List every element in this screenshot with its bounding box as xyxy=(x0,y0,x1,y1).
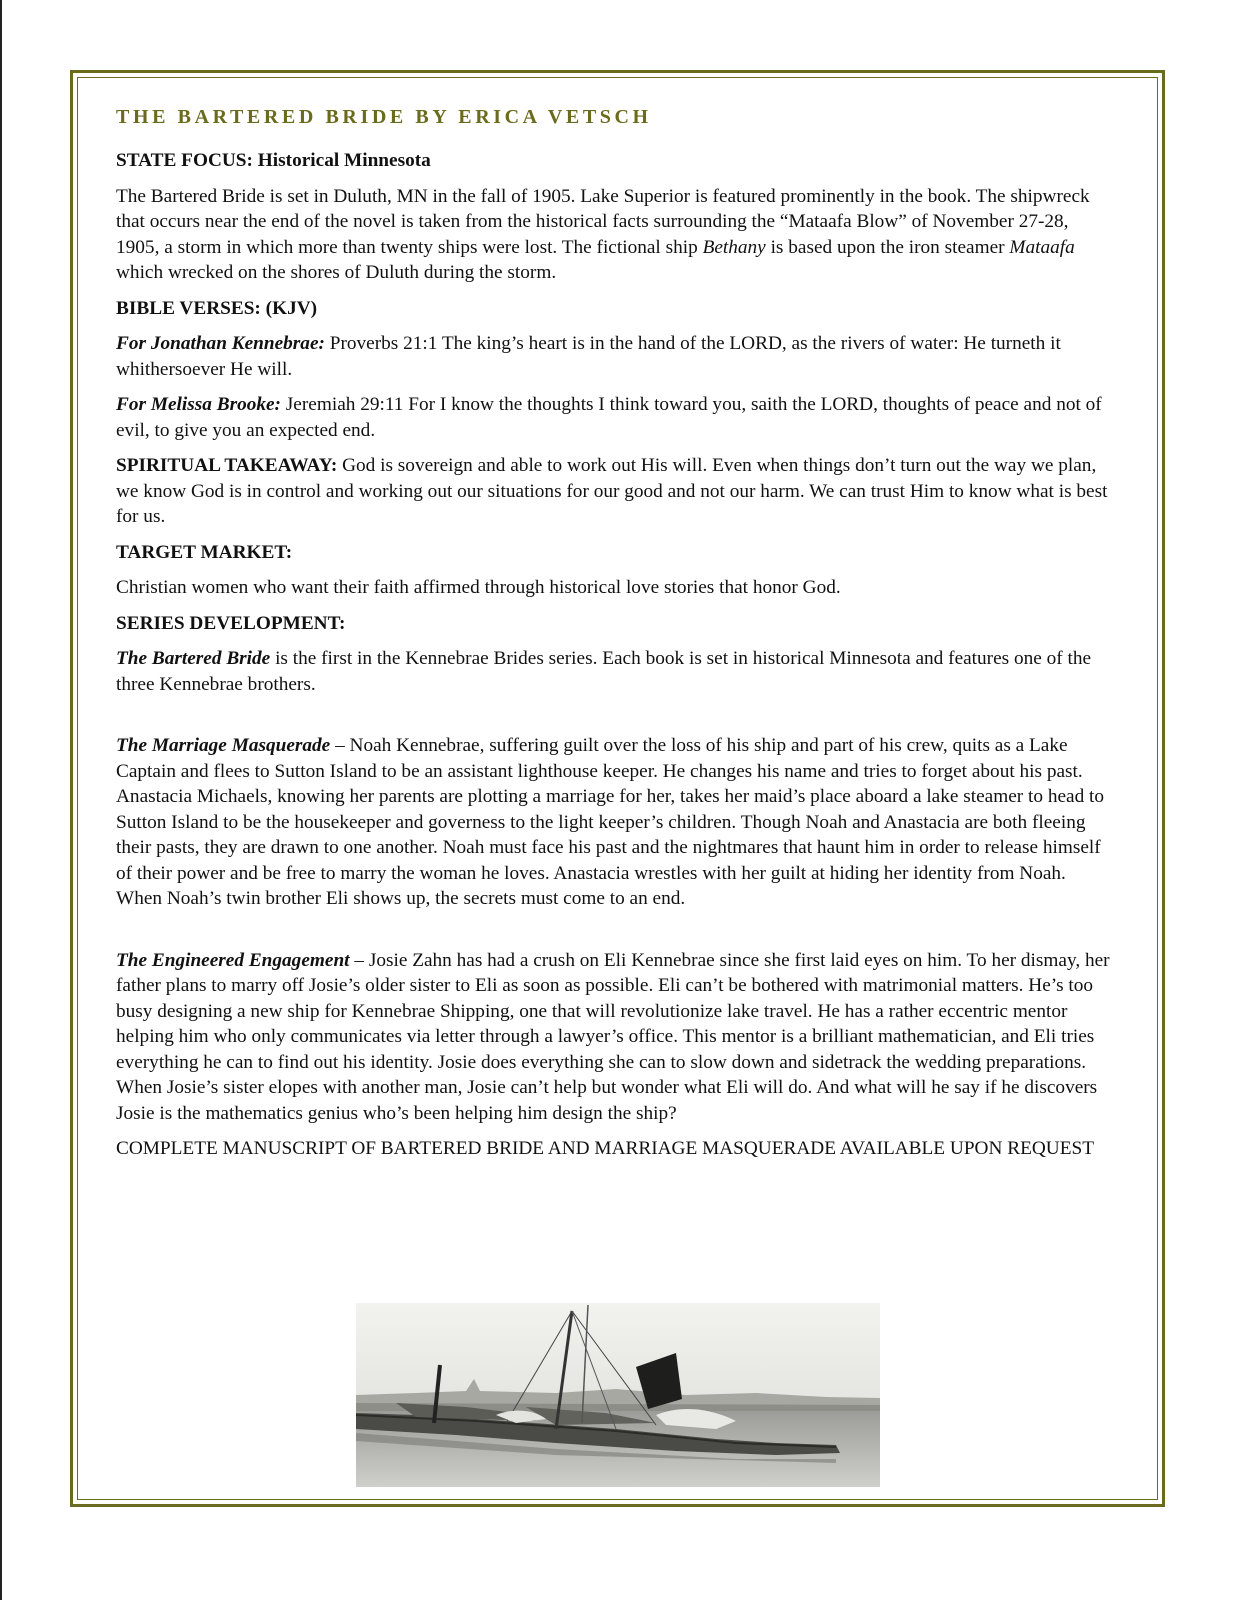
target-market-text: Christian women who want their faith affirmed through historical love stories that honor God. xyxy=(116,577,841,598)
spiritual-takeaway xyxy=(116,453,1116,530)
state-focus-text-start: The Bartered Bride is set in Duluth, MN in the fall of 1905. Lake Superior is featured prominently in the book. The shipwreck that occurs near the end of the novel is taken from the historical facts surrounding the “Mataafa Blow” of November 27-28, 1905, a storm in which more than twenty ships were lost. The fictional ship xyxy=(116,185,1090,258)
verse-melissa-label: For Melissa Brooke: xyxy=(116,394,281,415)
series-intro-title: The Bartered Bride xyxy=(116,648,271,669)
state-focus-text-end: which wrecked on the shores of Duluth during the storm. xyxy=(116,262,557,283)
spacer xyxy=(116,922,1116,948)
ship-name-mataafa: Mataafa xyxy=(1009,236,1075,258)
state-focus-text-mid: is based upon the iron steamer xyxy=(765,236,1010,258)
series-intro-text: is the first in the Kennebrae Brides series. Each book is set in historical Minnesota and features one of the three Kennebrae brothers. xyxy=(116,648,1092,695)
book-engineered-engagement xyxy=(116,948,1116,1127)
state-focus-heading xyxy=(116,148,1116,174)
manuscript-note: COMPLETE MANUSCRIPT OF BARTERED BRIDE AND MARRIAGE MASQUERADE AVAILABLE UPON REQUEST xyxy=(116,1138,1094,1159)
verse-jonathan-label: For Jonathan Kennebrae: xyxy=(116,333,325,354)
target-market-heading: TARGET MARKET: xyxy=(116,541,293,563)
spiritual-takeaway-label: SPIRITUAL TAKEAWAY: xyxy=(116,455,338,476)
verse-melissa xyxy=(116,392,1116,443)
state-focus-label: STATE FOCUS: xyxy=(116,150,253,171)
shipwreck-photo xyxy=(356,1303,880,1487)
page-title: THE BARTERED BRIDE BY ERICA VETSCH xyxy=(116,106,652,128)
bible-verses-heading: BIBLE VERSES: (KJV) xyxy=(116,297,318,319)
book-engineered-engagement-title: The Engineered Engagement xyxy=(116,949,350,971)
series-intro xyxy=(116,646,1116,697)
spacer xyxy=(116,707,1116,733)
state-focus-value: Historical Minnesota xyxy=(257,150,431,171)
verse-jonathan-text: Proverbs 21:1 The king’s heart is in the hand of the LORD, as the rivers of water: He turneth it whithersoever He will. xyxy=(116,333,1061,380)
book-marriage-masquerade xyxy=(116,733,1116,912)
document-body xyxy=(116,104,1116,1172)
ship-name-bethany: Bethany xyxy=(702,236,766,258)
spiritual-takeaway-text: God is sovereign and able to work out His will. Even when things don’t turn out the way we plan, we know God is in control and working out our situations for our good and not our harm. We can trust Him to know what is best for us. xyxy=(116,455,1108,527)
book-marriage-masquerade-text: – Noah Kennebrae, suffering guilt over the loss of his ship and part of his crew, quits as a Lake Captain and flees to Sutton Island to be an assistant lighthouse keeper. He changes his name and tries to forget about his past. Anastacia Michaels, knowing her parents are plotting a marriage for her, takes her maid’s place aboard a lake steamer to head to Sutton Island to be the housekeeper and governess to the light keeper’s children. Though Noah and Anastacia are both fleeing their pasts, they are drawn to one another. Noah must face his past and the nightmares that haunt him in order to release himself of their power and be free to marry the woman he loves. Anastacia wrestles with her guilt at hiding her identity from Noah. When Noah’s twin brother Eli shows up, the secrets must come to an end. xyxy=(116,735,1105,909)
book-engineered-engagement-text: – Josie Zahn has had a crush on Eli Kennebrae since she first laid eyes on him. To her dismay, her father plans to marry off Josie’s older sister to Eli as soon as possible. Eli can’t be bothered with matrimonial matters. He’s too busy designing a new ship for Kennebrae Shipping, one that will revolutionize lake travel. He has a rather eccentric mentor helping him who only communicates via letter through a lawyer’s office. This mentor is a brilliant mathematician, and Eli tries everything he can to find out his identity. Josie does everything she can to slow down and sidetrack the wedding preparations. When Josie’s sister elopes with another man, Josie can’t help but wonder what Eli will do. And what will he say if he discovers Josie is the mathematics genius who’s been helping him design the ship? xyxy=(116,949,1110,1124)
page-edge xyxy=(0,0,2,1600)
verse-jonathan xyxy=(116,331,1116,382)
state-focus-paragraph xyxy=(116,184,1116,286)
verse-melissa-text: Jeremiah 29:11 For I know the thoughts I think toward you, saith the LORD, thoughts of peace and not of evil, to give you an expected end. xyxy=(116,394,1102,441)
series-development-heading: SERIES DEVELOPMENT: xyxy=(116,612,346,634)
shipwreck-illustration xyxy=(356,1303,880,1487)
book-marriage-masquerade-title: The Marriage Masquerade xyxy=(116,735,331,756)
